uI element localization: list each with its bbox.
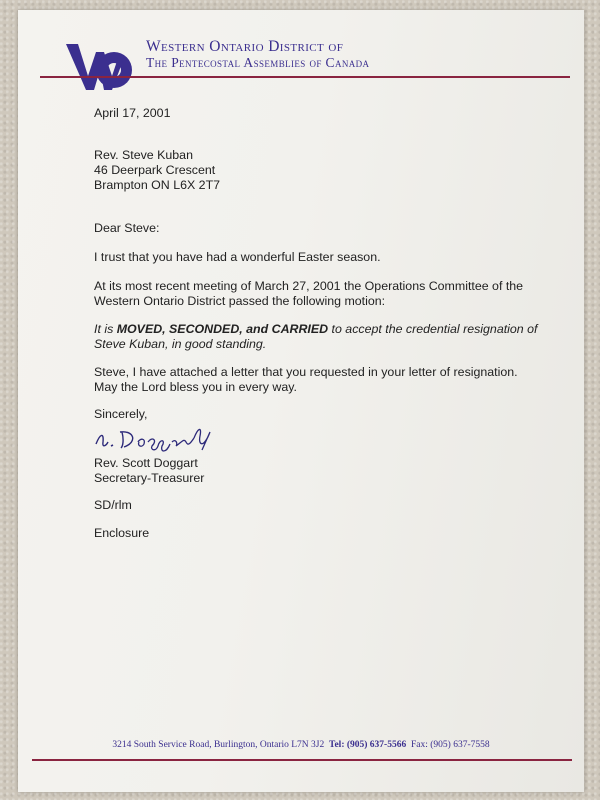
recipient-street: 46 Deerpark Crescent [94, 163, 216, 177]
signer-name: Rev. Scott Doggart [94, 456, 198, 470]
paragraph-4-line1: Steve, I have attached a letter that you requested in your letter of resignation. [94, 365, 518, 379]
org-name-line2: The Pentecostal Assemblies of Canada [146, 55, 370, 70]
tel-number: (905) 637-5566 [346, 740, 407, 750]
recipient-city: Brampton ON L6X 2T7 [94, 178, 221, 192]
tel-label: Tel: [329, 740, 345, 750]
paragraph-4-line2: May the Lord bless you in every way. [94, 380, 297, 394]
motion-pre: It is [94, 322, 117, 336]
recipient-name: Rev. Steve Kuban [94, 148, 193, 162]
paragraph-2-line1: At its most recent meeting of March 27, 2001 the Operations Committee of the [94, 279, 524, 293]
closing: Sincerely, [94, 407, 148, 421]
footer-address-line [18, 740, 584, 750]
typist-initials: SD/rlm [94, 498, 132, 512]
fax-number: (905) 637-7558 [430, 740, 490, 750]
enclosure-note: Enclosure [94, 526, 150, 540]
fax-label: Fax: [410, 740, 428, 750]
letter-page [18, 10, 584, 792]
salutation: Dear Steve: [94, 221, 160, 235]
paragraph-1: I trust that you have had a wonderful Easter season. [94, 250, 381, 264]
paragraph-2-line2: Western Ontario District passed the following motion: [94, 294, 386, 308]
footer-address: 3214 South Service Road, Burlington, Ontario L7N 3J2 [112, 740, 325, 750]
footer-rule [32, 759, 572, 761]
motion-line1 [94, 322, 537, 337]
motion-bold: MOVED, SECONDED, and CARRIED [116, 322, 329, 336]
handwritten-signature [90, 420, 220, 456]
org-name-line1: Western Ontario District of [146, 38, 344, 55]
letter-date: April 17, 2001 [94, 106, 171, 120]
header-rule [40, 76, 570, 78]
signer-title: Secretary-Treasurer [94, 471, 205, 485]
district-logo [64, 40, 134, 94]
motion-post: to accept the credential resignation of [328, 322, 538, 336]
motion-line2: Steve Kuban, in good standing. [94, 337, 267, 351]
